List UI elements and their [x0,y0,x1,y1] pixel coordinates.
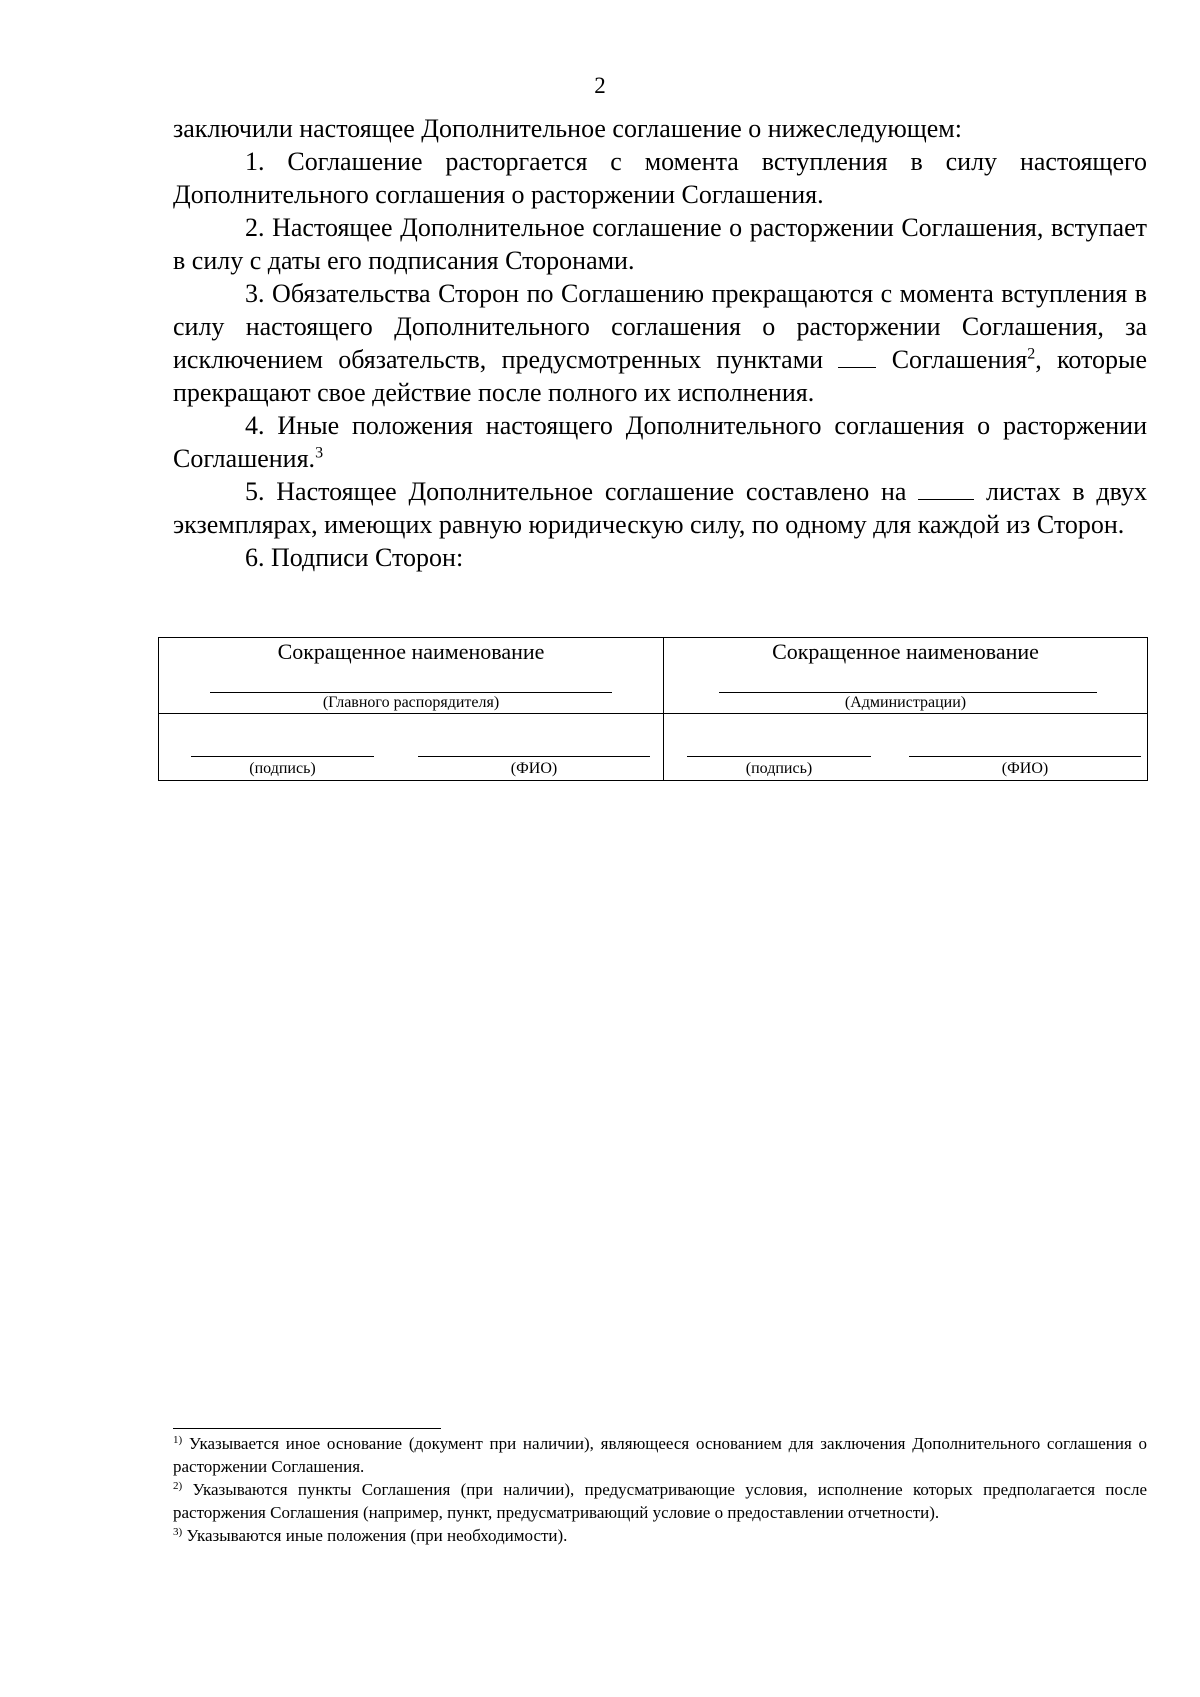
left-signature-line[interactable] [191,756,374,757]
footnote-3-mark: 3) [173,1526,183,1538]
footnote-2 [173,1478,1147,1524]
right-signature-caption: (подпись) [745,760,813,777]
right-org-title: Сокращенное наименование [772,639,1039,664]
clause-4 [173,409,1147,475]
clause-3-text: 3. Обязательства Сторон по Соглашению прекращаются с момента вступления в силу настоящего Дополнительного соглашения о расторжении Соглашения, за исключением обязательств, предусмотренных пунктами [173,279,1147,374]
left-name-caption: (ФИО) [510,760,558,777]
left-org-caption: (Главного распорядителя) [322,694,500,711]
footnote-separator [173,1428,441,1429]
right-signature-line[interactable] [687,756,871,757]
agreement-body [173,112,1147,574]
clause-3-soglasheniya: Соглашения [891,345,1028,374]
clause-5-text: 5. Настоящее Дополнительное соглашение составлено на [245,477,907,506]
footnote-ref-2: 2 [1027,345,1036,363]
clause-3-blank [838,347,876,368]
clause-1: 1. Соглашение расторгается с момента вступления в силу настоящего Дополнительного соглашения о расторжении Соглашения. [173,147,1147,209]
footnote-2-text: Указываются пункты Соглашения (при наличии), предусматривающие условия, исполнение которых предполагается после расторжения Соглашения (например, пункт, предусматривающий условие о предоставлении отчетности). [173,1480,1147,1522]
footnote-ref-3: 3 [315,444,324,462]
footnotes [173,1432,1147,1547]
footnote-1 [173,1432,1147,1478]
footnote-3 [173,1524,1147,1547]
footnote-3-text: Указываются иные положения (при необходимости). [186,1526,568,1545]
clause-3 [173,277,1147,409]
right-org-caption: (Администрации) [844,694,967,711]
left-org-title: Сокращенное наименование [277,639,545,664]
clause-5 [173,475,1147,541]
footnote-1-text: Указывается иное основание (документ при наличии), являющееся основанием для заключения Дополнительного соглашения о расторжении Соглашения. [173,1434,1147,1476]
clause-4-text: 4. Иные положения настоящего Дополнительного соглашения о расторжении Соглашения. [173,411,1147,473]
right-name-caption: (ФИО) [1001,760,1049,777]
clause-3-tail: , которые прекращают свое действие после полного их исполнения. [173,345,1148,407]
intro-line: заключили настоящее Дополнительное соглашение о нижеследующем: [173,114,962,143]
left-org-cell [159,638,664,714]
right-name-line[interactable] [909,756,1141,757]
footnote-1-mark: 1) [173,1434,183,1446]
right-org-cell [664,638,1148,714]
clause-5-tail: листах в двух экземплярах, имеющих равную юридическую силу, по одному для каждой из Сторон. [173,477,1148,539]
clause-5-blank [918,479,974,500]
right-signature-cell [664,714,1148,781]
left-signature-caption: (подпись) [249,760,316,777]
clause-6: 6. Подписи Сторон: [245,543,464,572]
page-number: 2 [594,73,606,98]
left-signature-cell [159,714,664,781]
footnote-2-mark: 2) [173,1480,183,1492]
left-name-line[interactable] [418,756,650,757]
clause-2: 2. Настоящее Дополнительное соглашение о расторжении Соглашения, вступает в силу с даты его подписания Сторонами. [173,213,1147,275]
signature-table [158,637,1148,781]
